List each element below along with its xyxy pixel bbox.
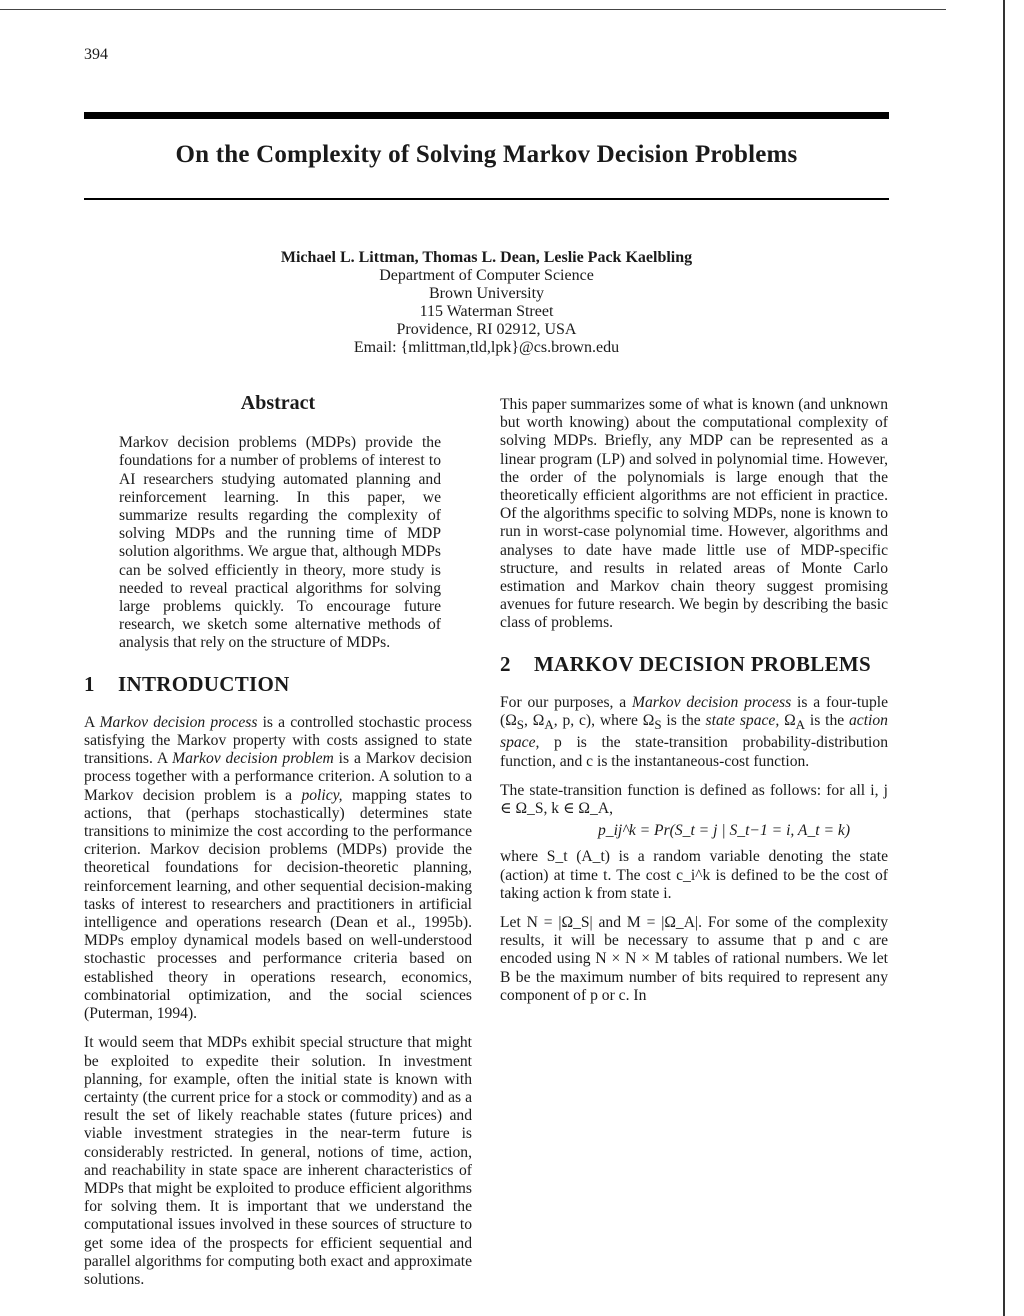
intro-paragraph-2: It would seem that MDPs exhibit special structure that might be exploited to expedite their solution. In investment planning, for example, often the initial state is known with certainty (the current price for a stock or commodity) and as a result the set of likely reachable states (future prices) and viable investment strategies in the near-term future is considerably restricted. In general, notions of time, action, and reachability in state space are inherent characteristics of MDPs that might be exploited to produce efficient algorithms for solving them. It is important that we understand the computational issues involved in these sources of structure to get some idea of the prospects for efficient sequential and parallel algorithms for computing both exact and approximate solutions. bbox=[84, 1034, 472, 1288]
page-number: 394 bbox=[84, 46, 108, 63]
section-number: 1 bbox=[84, 671, 95, 696]
author-department: Department of Computer Science bbox=[379, 267, 594, 284]
author-email: Email: {mlittman,tld,lpk}@cs.brown.edu bbox=[353, 339, 620, 356]
section-title: MARKOV DECISION PROBLEMS bbox=[534, 651, 872, 676]
author-names: Michael L. Littman, Thomas L. Dean, Leslie Pack Kaelbling bbox=[280, 249, 693, 266]
right-column bbox=[500, 396, 888, 1016]
section-title: INTRODUCTION bbox=[118, 671, 290, 696]
intro-paragraph-1: A Markov decision process is a controlled stochastic process satisfying the Markov property with costs assigned to state transitions. A Markov decision problem is a Markov decision process together with a performance criterion. A solution to a Markov decision problem is a policy, mapping states to actions, that (perhaps stochastically) determines state transitions to minimize the cost according to the performance criterion. Markov decision problems (MDPs) provide the theoretical foundations for decision-theoretic planning, reinforcement learning, and other sequential decision-making tasks of interest to researchers and practitioners in artificial intelligence and operations research (Dean et al., 1995b). MDPs employ dynamical models based on well-understood stochastic processes and performance criteria based on established theory in operations research, economics, combinatorial optimization, and the social sciences (Puterman, 1994). bbox=[84, 713, 473, 1023]
author-city: Providence, RI 02912, USA bbox=[396, 321, 577, 338]
scan-edge-top bbox=[0, 9, 946, 10]
abstract-heading: Abstract bbox=[240, 392, 316, 414]
mdp-paragraph-1: For our purposes, a Markov decision process is a four-tuple ($\Omega_S$, $\Omega_A$, p, c), where $\Omega_S$ is the state space, $\Omega_A$ is the action space, p is the state-transition probability-distribution function, and c is the instantaneous-cost function. bbox=[500, 693, 888, 770]
transition-equation: p_ij^k = Pr(S_t = j | S_t−1 = i, A_t = k) bbox=[597, 822, 851, 840]
intro-paragraph-3: This paper summarizes some of what is known (and unknown but worth knowing) about the computational complexity of solving MDPs. Briefly, any MDP can be represented as a linear program (LP) and solved in polynomial time. However, the order of the polynomials is large enough that the theoretically efficient algorithms are not efficient in practice. Of the algorithms specific to solving MDPs, none is known to run in worst-case polynomial time. However, algorithms and analyses to date have made little use of MDP-specific structure, and results in related areas of Monte Carlo estimation and Markov chain theory suggest promising avenues for future research. We begin by describing the basic class of problems. bbox=[500, 396, 888, 632]
author-street: 115 Waterman Street bbox=[419, 303, 554, 320]
author-block bbox=[84, 249, 889, 357]
section-heading-introduction bbox=[84, 671, 472, 696]
section-number: 2 bbox=[500, 651, 511, 676]
paper-title: On the Complexity of Solving Markov Decision Problems bbox=[175, 141, 798, 168]
mdp-paragraph-3: where S_t (A_t) is a random variable denoting the state (action) at time t. The cost c_i^k is defined to be the cost of taking action k from state i. bbox=[500, 848, 888, 902]
section-heading-markov-decision-problems bbox=[500, 651, 888, 676]
title-rule-bottom bbox=[84, 198, 889, 200]
scan-edge-right bbox=[1003, 0, 1005, 1316]
abstract-body: Markov decision problems (MDPs) provide the foundations for a number of problems of interest to AI researchers studying automated planning and reinforcement learning. In this paper, we summarize results regarding the complexity of solving MDPs and the running time of MDP solution algorithms. We argue that, although MDPs can be solved efficiently in theory, more study is needed to reveal practical algorithms for solving large problems quickly. To encourage future research, we sketch some alternative methods of analysis that rely on the structure of MDPs. bbox=[119, 434, 441, 652]
title-rule-top bbox=[84, 112, 889, 119]
mdp-paragraph-2: The state-transition function is defined as follows: for all i, j ∈ Ω_S, k ∈ Ω_A, bbox=[500, 781, 888, 817]
author-university: Brown University bbox=[428, 285, 545, 302]
mdp-paragraph-4: Let N = |Ω_S| and M = |Ω_A|. For some of the complexity results, it will be necessary to assume that p and c are encoded using N × N × M tables of rational numbers. We let B be the maximum number of bits required to represent any component of p or c. In bbox=[500, 913, 888, 1004]
left-column bbox=[84, 390, 472, 1300]
